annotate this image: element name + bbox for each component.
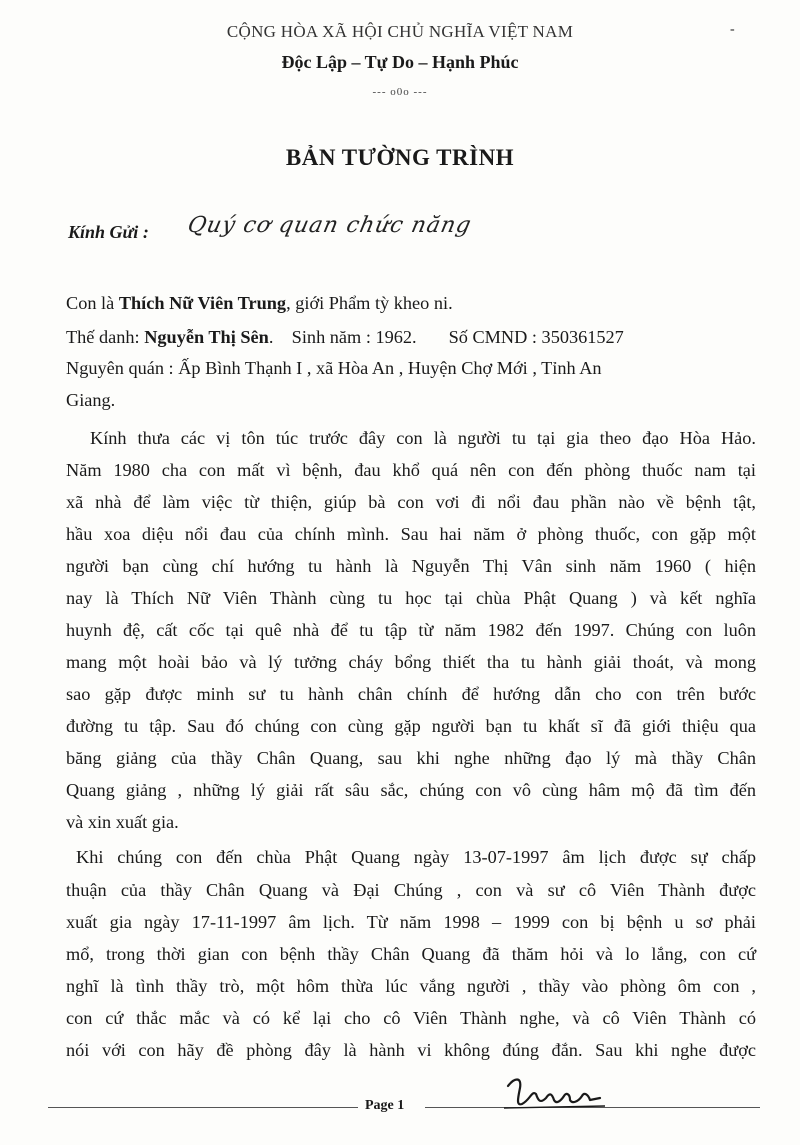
religious-name: Thích Nữ Viên Trung [118, 293, 287, 313]
birth-name: Nguyễn Thị Sên [144, 327, 269, 347]
personal-line-2-suffix: . Sinh năm : 1962. Số CMND : 350361527 [268, 327, 624, 347]
personal-line-1-suffix: , giới Phẩm tỳ kheo ni. [286, 293, 453, 313]
paragraph-1-line: huynh đệ, cất cốc tại quê nhà để tu tập từ năm 1982 đến 1997. Chúng con luôn [66, 620, 756, 640]
personal-line-2 [66, 327, 624, 348]
paragraph-2-line: nói với con hãy đề phòng đây là hành vi không đúng đắn. Sau khi nghe được [66, 1040, 756, 1060]
paragraph-1-line: Quang giảng , những lý giải rất sâu sắc, chúng con vô cùng hâm mộ đã tìm đến [66, 780, 756, 800]
paragraph-2-line: con cứ thắc mắc và có kể lại cho cô Viên Thành nghe, và cô Viên Thành có [66, 1008, 756, 1028]
paragraph-2-line: thuận của thầy Chân Quang và Đại Chúng , con và sư cô Viên Thành được [66, 880, 756, 900]
paragraph-1-line: băng giảng của thầy Chân Quang, sau khi nghe những đạo lý mà thầy Chân [66, 748, 756, 768]
paragraph-2-line: xuất gia ngày 17-11-1997 âm lịch. Từ năm 1998 – 1999 con bị bệnh u sơ phải [66, 912, 756, 932]
paragraph-1-line: nay là Thích Nữ Viên Thành cùng tu học tại chùa Phật Quang ) và kết nghĩa [66, 588, 756, 608]
footer-rule-left [48, 1107, 358, 1108]
corner-mark: - [730, 22, 735, 37]
paragraph-2-line: nghĩ là tình thầy trò, một hôm thừa lúc vắng người , thầy vào phòng ôm con , [66, 976, 756, 996]
recipient-label-text: Kính Gửi : [68, 222, 149, 242]
paragraph-1-line: và xin xuất gia. [66, 812, 179, 832]
signature-mark [500, 1068, 610, 1118]
header-ornament: --- o0o --- [372, 86, 428, 98]
paragraph-1-line: mang một hoài bảo và lý tưởng cháy bổng thiết tha tu hành giải thoát, và mong [66, 652, 756, 672]
recipient-handwritten: Quý cơ quan chức năng [185, 213, 474, 238]
paragraph-1-line: Năm 1980 cha con mất vì bệnh, đau khổ quá nên con đến phòng thuốc nam tại [66, 460, 756, 480]
paragraph-2-line: Khi chúng con đến chùa Phật Quang ngày 13-07-1997 âm lịch được sự chấp [76, 847, 756, 867]
paragraph-1-line: sao gặp được minh sư tu hành chân chính để hướng dẫn cho con trên bước [66, 684, 756, 704]
paragraph-1-line: Kính thưa các vị tôn túc trước đây con là người tu tại gia theo đạo Hòa Hảo. [90, 428, 756, 448]
paragraph-1-line: đường tu tập. Sau đó chúng con cùng gặp người bạn tu khất sĩ đã giới thiệu qua [66, 716, 756, 736]
personal-line-3: Nguyên quán : Ấp Bình Thạnh I , xã Hòa An , Huyện Chợ Mới , Tỉnh An [66, 358, 602, 378]
national-motto: Độc Lập – Tự Do – Hạnh Phúc [281, 52, 519, 72]
paragraph-1-line: xã nhà để làm việc từ thiện, giúp bà con vơi đi nổi đau phần nào về bệnh tật, [66, 492, 756, 512]
paragraph-1-line: hầu xoa diệu nổi đau của chính mình. Sau hai năm ở phòng thuốc, con gặp một [66, 524, 756, 544]
paragraph-1-line: người bạn cùng chí hướng tu hành là Nguyễn Thị Vân sinh năm 1960 ( hiện [66, 556, 756, 576]
page-number: Page 1 [365, 1098, 405, 1113]
personal-line-1 [66, 293, 453, 314]
personal-line-4: Giang. [66, 390, 116, 410]
national-title: CỘNG HÒA XÃ HỘI CHỦ NGHĨA VIỆT NAM [226, 22, 574, 41]
document-title: BẢN TƯỜNG TRÌNH [285, 145, 515, 170]
paragraph-2-line: mổ, trong thời gian con bệnh thầy Chân Quang đã thăm hỏi và lo lắng, con cứ [66, 944, 756, 964]
recipient-label [68, 222, 149, 243]
personal-line-2-prefix: Thế danh: [66, 327, 145, 347]
personal-line-1-prefix: Con là [66, 293, 119, 313]
